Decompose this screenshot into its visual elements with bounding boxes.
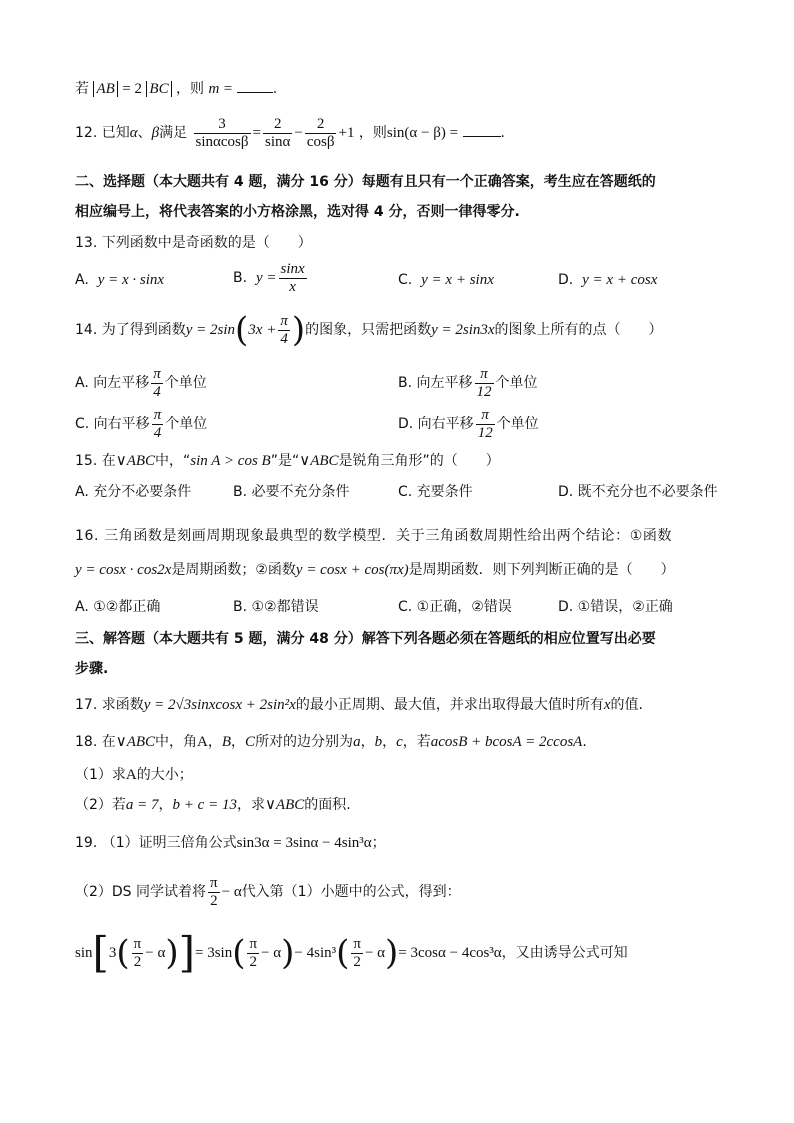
question-13-stem: 13. 下列函数中是奇函数的是（ ） <box>75 235 312 251</box>
q15-option-a: A. 充分不必要条件 <box>75 484 192 500</box>
q16-option-d: D. ①错误，②正确 <box>558 599 673 615</box>
question-19-part1: 19. （1）证明三倍角公式sin3α = 3sinα − 4sin³α； <box>75 835 386 851</box>
q11-tail: 若 AB = 2 BC ，则 m = . <box>75 78 277 99</box>
q16-option-b: B. ①②都错误 <box>233 599 319 615</box>
abs-bc: BC <box>146 81 171 97</box>
question-18-part2: （2）若a = 7，b + c = 13，求∨ABC的面积. <box>75 797 351 813</box>
q15-option-c: C. 充要条件 <box>398 484 473 500</box>
q16-option-c: C. ①正确，②错误 <box>398 599 512 615</box>
fraction: $\frac{\pi}{2}$ <box>249 935 258 970</box>
fraction: $\frac{\pi}{4}$ <box>280 312 288 347</box>
fraction: $\frac{\pi}{4}$ <box>153 406 162 441</box>
section-3-heading-cont: 步骤. <box>75 661 109 677</box>
fraction: $\frac{\pi}{2}$ <box>133 935 142 970</box>
q14-option-b: B. 向左平移 $\frac{\pi}{12}$ 个单位 <box>398 365 538 400</box>
question-16-line1: 16. 三角函数是刻画周期现象最典型的数学模型．关于三角函数周期性给出两个结论：①函数 <box>75 528 673 544</box>
abs-ab: AB <box>93 81 117 97</box>
question-12: 12. 已知α、β满足 $\frac{3}{\sin\alpha\cos\beta}$ = $\frac{2}{\sin\alpha}$ − $\frac{2}{\cos\beta}$ +1 ，则sin(α − β) = . <box>75 115 505 150</box>
question-18-part1: （1）求A的大小； <box>75 767 193 783</box>
q13-option-b: B. y = $\frac{\sin x}{x}$ <box>233 260 305 295</box>
q14-option-c: C. 向右平移 $\frac{\pi}{4}$ 个单位 <box>75 406 208 441</box>
fraction: $\frac{\pi}{4}$ <box>153 365 161 400</box>
answer-blank <box>463 122 501 137</box>
question-14-stem: 14. 为了得到函数y = 2sin(3x + $\frac{\pi}{4}$ )的图象，只需把函数y = 2sin3x的图象上所有的点（ ） <box>75 310 663 350</box>
fraction: $\frac{\pi}{12}$ <box>477 406 493 441</box>
fraction: $\frac{2}{\sin\alpha}$ <box>265 115 291 150</box>
question-16-line2: y = cosx · cos2x是周期函数；②函数y = cosx + cos(πx)是周期函数．则下列判断正确的是（ ） <box>75 562 675 578</box>
question-19-equation: sin[3( $\frac{\pi}{2}$ − α)]= 3sin( $\frac{\pi}{2}$ − α)− 4sin³( $\frac{\pi}{2}$ − α)= 3cosα − 4cos³α，又由诱导公式可知 <box>75 928 628 977</box>
q16-option-a: A. ①②都正确 <box>75 599 161 615</box>
fraction: $\frac{\pi}{2}$ <box>210 874 218 909</box>
q13-option-c: C. y = x + sinx <box>398 272 494 288</box>
fraction: $\frac{\pi}{2}$ <box>353 935 361 970</box>
q13-option-a: A. y = x · sinx <box>75 272 165 288</box>
fraction: $\frac{3}{\sin\alpha\cos\beta}$ <box>195 115 249 150</box>
q14-option-d: D. 向右平移 $\frac{\pi}{12}$ 个单位 <box>398 406 539 441</box>
answer-blank <box>237 78 273 93</box>
question-18: 18. 在∨ABC中，角A，B，C所对的边分别为a，b，c，若acosB + bcosA = 2ccosA. <box>75 734 587 750</box>
question-19-part2: （2）DS 同学试着将 $\frac{\pi}{2}$ − α代入第（1）小题中的公式，得到： <box>75 874 461 909</box>
fraction: $\frac{\sin x}{x}$ <box>280 260 305 295</box>
section-2-heading-cont: 相应编号上，将代表答案的小方格涂黑，选对得 4 分，否则一律得零分. <box>75 204 520 220</box>
fraction: $\frac{\pi}{12}$ <box>476 365 492 400</box>
section-2-heading: 二、选择题（本大题共有 4 题，满分 16 分）每题有且只有一个正确答案，考生应在答题纸的 <box>75 174 656 190</box>
q15-option-d: D. 既不充分也不必要条件 <box>558 484 718 500</box>
q13-option-d: D. y = x + cosx <box>558 272 658 288</box>
question-17: 17. 求函数y = 2√3sinxcosx + 2sin²x的最小正周期、最大值，并求出取得最大值时所有x的值. <box>75 697 643 713</box>
q15-option-b: B. 必要不充分条件 <box>233 484 350 500</box>
q14-option-a: A. 向左平移 $\frac{\pi}{4}$ 个单位 <box>75 365 207 400</box>
question-15-stem: 15. 在∨ABC中，“sin A > cos B”是“∨ABC是锐角三角形”的（ ） <box>75 453 500 469</box>
section-3-heading: 三、解答题（本大题共有 5 题，满分 48 分）解答下列各题必须在答题纸的相应位置写出必要 <box>75 631 656 647</box>
fraction: $\frac{2}{\cos\beta}$ <box>306 115 335 150</box>
